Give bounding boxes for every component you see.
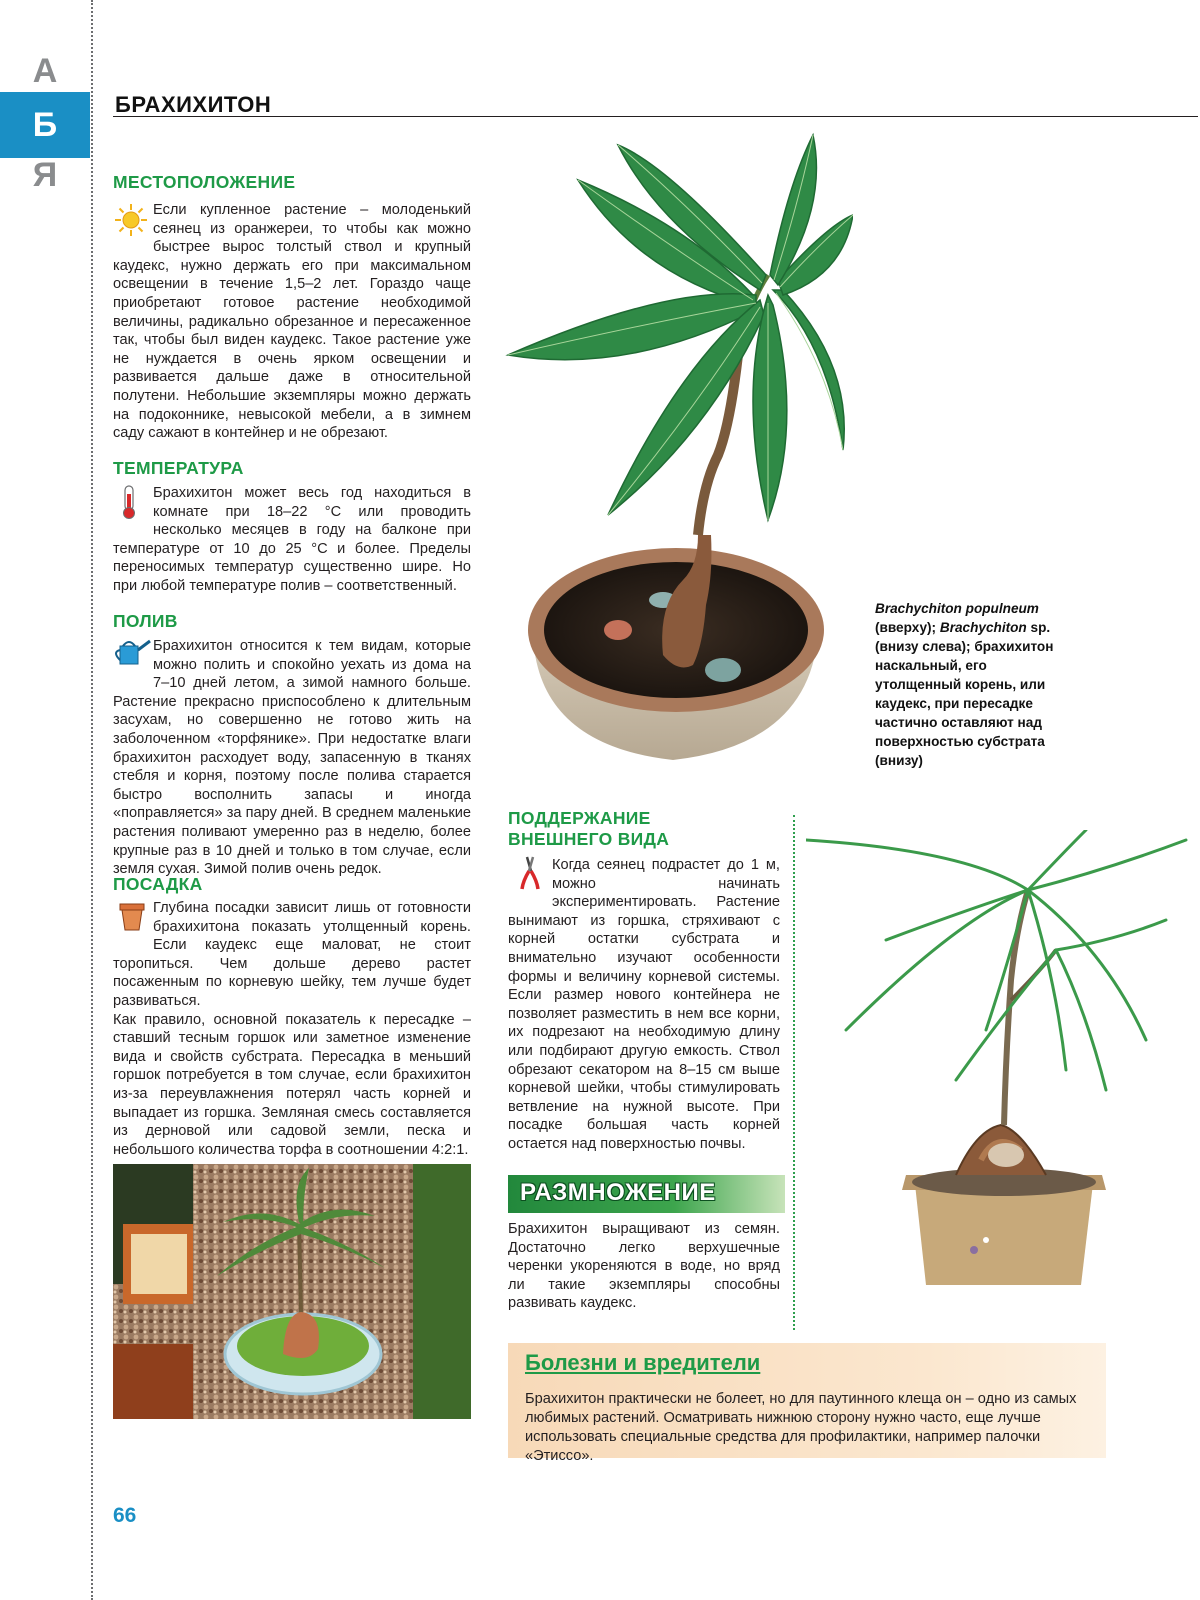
- planting-text-2: Как правило, основной показатель к пересадке – ставший тесным горшок или заметное изменение вида и свойств субстрата. Пересадка в меньший горшок потребуется в том случае, если брахихитон из-за переувлажнения потерял часть корней и выпадает из горшка. Земляная смесь составляется из дерновой или садовой земли, песка и небольшого количества торфа в соотношении 4:2:1.: [113, 1011, 471, 1158]
- diseases-heading: Болезни и вредители: [525, 1350, 761, 1375]
- photo-caption: Brachychiton populneum (вверху); Brachychiton sp. (внизу слева); брахихитон наскальный, его утолщенный корень, или каудекс, при пересадке частично оставляют над поверхностью субстрата (внизу): [875, 601, 1054, 768]
- temperature-text: Брахихитон может весь год находиться в комнате при 18–22 °С или проводить несколько месяцев в году на балконе при температуре от 10 до 25 °С и более. Пределы переносимых температур существенно шире. Но при любой температуре полив – соответственный.: [113, 485, 471, 594]
- propagation-banner: [508, 1175, 785, 1213]
- appearance-text: Когда сеянец подрастет до 1 м, можно начинать экспериментировать. Растение вынимают из горшка, стряхивают с корней остатки субстрата и внимательно изучают особенности формы и величину корневой системы. Если размер нового контейнера не позволяет разместить в нем все корни, их подрезают на необходимую длину или подбирают другую емкость. Ствол обрезают секатором на 8–15 см выше корневой шейки, чтобы стимулировать ветвление на нужной высоте. При посадке большая часть корней остается над поверхностью почвы.: [508, 857, 780, 1152]
- temperature-heading: ТЕМПЕРАТУРА: [113, 458, 244, 478]
- propagation-heading: РАЗМНОЖЕНИЕ: [520, 1179, 716, 1206]
- watering-heading: ПОЛИВ: [113, 611, 178, 631]
- page-title: БРАХИХИТОН: [115, 92, 272, 117]
- location-text: Если купленное растение – молоденький сеянец из оранжереи, то чтобы как можно быстрее вырос толстый ствол и крупный каудекс, нужно держать его при максимальном освещении в течение 1,5–2 лет. Гораздо чаще приобретают готовое растение необходимой величины, радикально обрезанное и пересаженное так, чтобы был виден каудекс. Такое растение уже не нуждается в очень ярком освещении и развивается дальше даже в относительной полутени. Небольшие экземпляры можно держать на подоконнике, невысокой мебели, а в зимнем саду сажают в контейнер и не обрезают.: [113, 202, 471, 442]
- margin-dotted-line: [91, 0, 93, 1600]
- photo-brachychiton-populneum: [498, 125, 853, 770]
- diseases-box: [508, 1343, 1106, 1464]
- alphabet-letter-ya[interactable]: Я: [32, 156, 58, 194]
- diseases-text: Брахихитон практически не болеет, но для паутинного клеща он – одно из самых любимых растений. Осматривать нижнюю сторону нужно часто, еще лучше использовать специальные средства для профилактики, например палочки «Этиссо».: [525, 1391, 1077, 1464]
- propagation-text: Брахихитон выращивают из семян. Достаточно легко верхушечные черенки укореняются в воде, но вряд ли такие экземпляры способны развивать каудекс.: [508, 1221, 780, 1312]
- column-separator: [793, 815, 795, 1330]
- photo-rock-garden-brachychiton: [113, 1164, 471, 1419]
- planting-text: Глубина посадки зависит лишь от готовности брахихитона показать утолщенный корень. Если каудекс еще маловат, не стоит торопиться. Чем дольше дерево растет посаженным по корневую шейку, тем лучше будет развиваться. Как правило, основной показатель к пересадке – ставший тесным горшок или заметное изменение вида и свойств субстрата. Пересадка в меньший горшок потребуется в том случае, если брахихитон из-за переувлажнения потерял часть корней и выпадает из горшка. Земляная смесь составляется из дерновой или садовой земли, песка и небольшого количества торфа в соотношении 4:2:1.: [113, 900, 471, 1158]
- planting-heading: ПОСАДКА: [113, 874, 203, 894]
- location-heading: МЕСТОПОЛОЖЕНИЕ: [113, 172, 296, 192]
- photo-rock-brachychiton-caudex: [806, 830, 1200, 1310]
- alphabet-letter-active[interactable]: Б: [0, 92, 90, 158]
- appearance-heading: ПОДДЕРЖАНИЕ ВНЕШНЕГО ВИДА: [508, 808, 670, 849]
- title-rule: [113, 116, 1198, 117]
- watering-text: Брахихитон относится к тем видам, которые можно полить и спокойно уехать из дома на 7–10 дней летом, а зимой намного больше. Растение прекрасно приспособлено к длительным засухам, но совершенно не готово жить на заболоченном «торфянике». При недостатке влаги брахихитон расходует воду, запасенную в тканях стебля и корня, поэтому после полива старается быстро восполнить запасы и иногда «поправляется» за пару дней. В среднем маленькие растения поливают умеренно раз в неделю, более крупные раз в 10 дней и только в том случае, если земля сухая. Зимой полив очень редок.: [113, 638, 471, 878]
- alphabet-letter-a[interactable]: А: [32, 52, 58, 90]
- page-number: 66: [113, 1504, 137, 1527]
